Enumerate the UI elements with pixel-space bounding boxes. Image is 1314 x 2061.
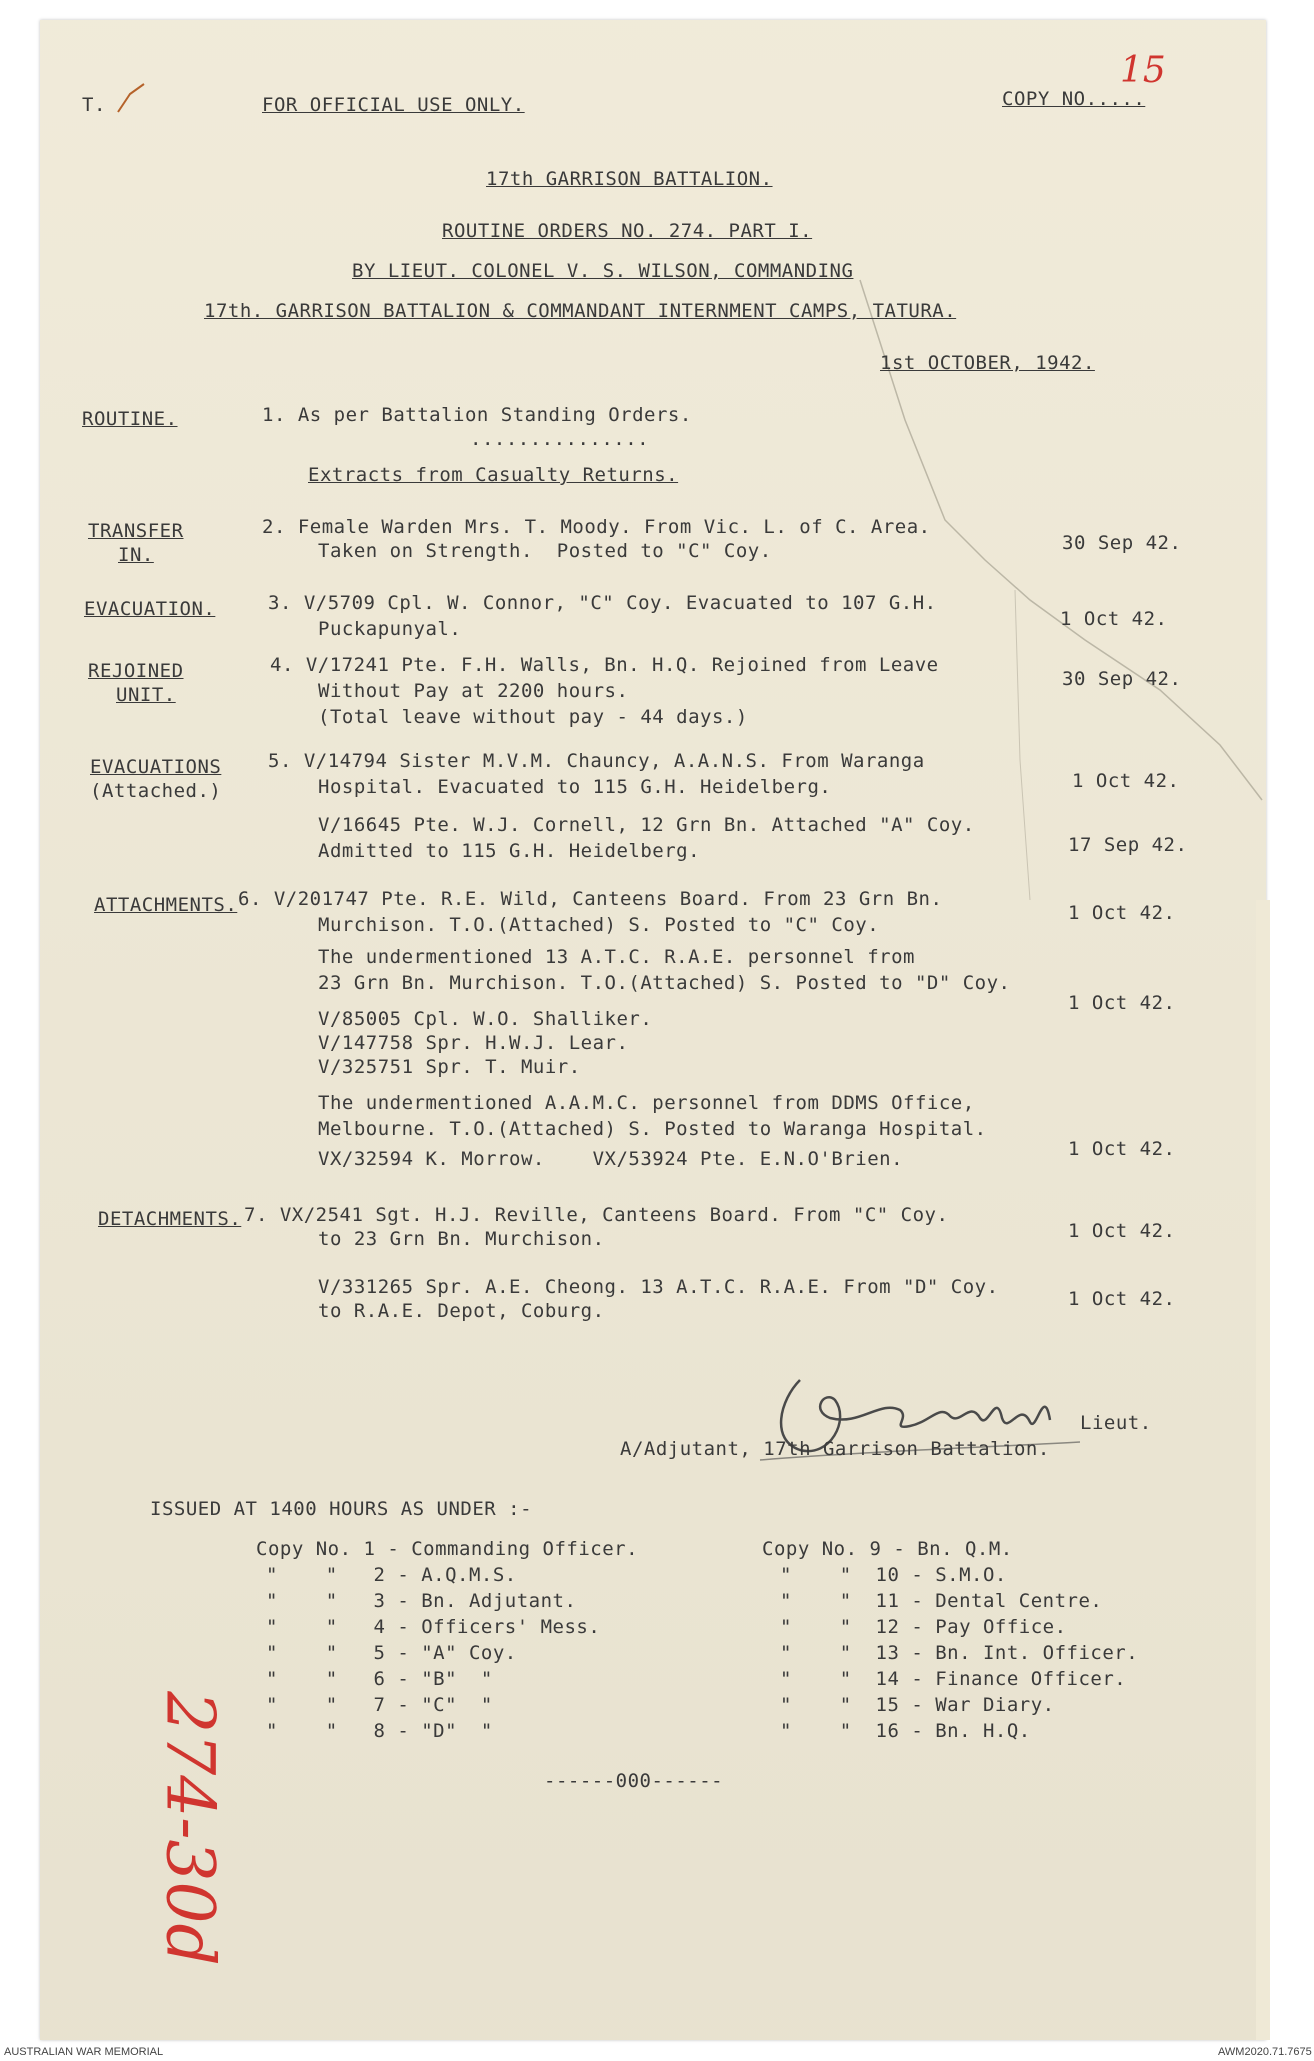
end-mark: ------000------: [544, 1770, 724, 1792]
distribution-right-5: " " 13 - Bn. Int. Officer.: [780, 1642, 1139, 1664]
distribution-left-8: " " 8 - "D" ": [266, 1720, 493, 1742]
transfer-line-1: 2. Female Warden Mrs. T. Moody. From Vic. L. of C. Area.: [262, 516, 931, 538]
rejoined-heading: REJOINED: [88, 660, 184, 682]
detachments-heading: DETACHMENTS.: [98, 1208, 242, 1230]
evacuations-line-3: V/16645 Pte. W.J. Cornell, 12 Grn Bn. Attached "A" Coy.: [318, 814, 975, 836]
attachments-line-4: 23 Grn Bn. Murchison. T.O.(Attached) S. Posted to "D" Coy.: [318, 972, 1011, 994]
evacuations-line-2: Hospital. Evacuated to 115 G.H. Heidelberg.: [318, 776, 832, 798]
routine-heading: ROUTINE.: [82, 408, 178, 430]
command-title: 17th. GARRISON BATTALION & COMMANDANT INTERNMENT CAMPS, TATURA.: [204, 300, 957, 322]
transfer-line-2: Taken on Strength. Posted to "C" Coy.: [318, 540, 772, 562]
t-mark: T.: [82, 94, 106, 116]
copy-label: COPY NO.....: [1002, 88, 1146, 110]
distribution-right-2: " " 10 - S.M.O.: [780, 1564, 1007, 1586]
official-use-notice: FOR OFFICIAL USE ONLY.: [262, 94, 525, 116]
distribution-right-3: " " 11 - Dental Centre.: [780, 1590, 1103, 1612]
extracts-heading: Extracts from Casualty Returns.: [308, 464, 679, 486]
transfer-heading: TRANSFER: [88, 520, 184, 542]
footer-reference: AWM2020.71.7675: [1218, 2046, 1312, 2058]
rejoined-line-1: 4. V/17241 Pte. F.H. Walls, Bn. H.Q. Rejoined from Leave: [270, 654, 939, 676]
transfer-date: 30 Sep 42.: [1062, 532, 1182, 554]
distribution-left-3: " " 3 - Bn. Adjutant.: [266, 1590, 577, 1612]
order-date: 1st OCTOBER, 1942.: [880, 352, 1095, 374]
routine-text: 1. As per Battalion Standing Orders.: [262, 404, 692, 426]
attachments-line-7: V/325751 Spr. T. Muir.: [318, 1056, 581, 1078]
evacuations-date-1: 1 Oct 42.: [1072, 770, 1180, 792]
distribution-left-5: " " 5 - "A" Coy.: [266, 1642, 517, 1664]
rejoined-line-2: Without Pay at 2200 hours.: [318, 680, 629, 702]
evacuation-line-1: 3. V/5709 Cpl. W. Connor, "C" Coy. Evacuated to 107 G.H.: [268, 592, 937, 614]
battalion-title: 17th GARRISON BATTALION.: [486, 168, 773, 190]
handwritten-margin-note: 274-30d: [151, 1691, 229, 1966]
rejoined-heading-2: UNIT.: [116, 684, 176, 706]
detachments-date-2: 1 Oct 42.: [1068, 1288, 1176, 1310]
commander-title: BY LIEUT. COLONEL V. S. WILSON, COMMANDING: [352, 260, 854, 282]
signature-rank: Lieut.: [1080, 1412, 1152, 1434]
attachments-date-1: 1 Oct 42.: [1068, 902, 1176, 924]
distribution-right-7: " " 15 - War Diary.: [780, 1694, 1055, 1716]
evacuations-heading: EVACUATIONS: [90, 756, 222, 778]
attachments-date-2: 1 Oct 42.: [1068, 992, 1176, 1014]
detachments-line-3: V/331265 Spr. A.E. Cheong. 13 A.T.C. R.A.E. From "D" Coy.: [318, 1276, 999, 1298]
attachments-line-3: The undermentioned 13 A.T.C. R.A.E. personnel from: [318, 946, 915, 968]
evacuations-line-1: 5. V/14794 Sister M.V.M. Chauncy, A.A.N.S. From Waranga: [268, 750, 925, 772]
distribution-left-2: " " 2 - A.Q.M.S.: [266, 1564, 517, 1586]
attachments-heading: ATTACHMENTS.: [94, 894, 238, 916]
distribution-left-6: " " 6 - "B" ": [266, 1668, 493, 1690]
footer-archive: AUSTRALIAN WAR MEMORIAL: [4, 2046, 164, 2058]
detachments-date-1: 1 Oct 42.: [1068, 1220, 1176, 1242]
detachments-line-2: to 23 Grn Bn. Murchison.: [318, 1228, 605, 1250]
attachments-line-2: Murchison. T.O.(Attached) S. Posted to "C" Coy.: [318, 914, 880, 936]
evacuations-heading-2: (Attached.): [90, 780, 222, 802]
attachments-line-6: V/147758 Spr. H.W.J. Lear.: [318, 1032, 629, 1054]
distribution-right-8: " " 16 - Bn. H.Q.: [780, 1720, 1031, 1742]
distribution-left-1: Copy No. 1 - Commanding Officer.: [256, 1538, 639, 1560]
evacuations-line-4: Admitted to 115 G.H. Heidelberg.: [318, 840, 701, 862]
attachments-line-8: The undermentioned A.A.M.C. personnel from DDMS Office,: [318, 1092, 975, 1114]
tick-mark-icon: [112, 80, 152, 120]
rejoined-line-3: (Total leave without pay - 44 days.): [318, 706, 748, 728]
detachments-line-4: to R.A.E. Depot, Coburg.: [318, 1300, 605, 1322]
distribution-left-7: " " 7 - "C" ": [266, 1694, 493, 1716]
attachments-line-5: V/85005 Cpl. W.O. Shalliker.: [318, 1008, 653, 1030]
distribution-right-6: " " 14 - Finance Officer.: [780, 1668, 1127, 1690]
issued-heading: ISSUED AT 1400 HOURS AS UNDER :-: [150, 1498, 533, 1520]
evacuation-heading: EVACUATION.: [84, 598, 216, 620]
routine-dots: ...............: [470, 428, 650, 450]
rejoined-date: 30 Sep 42.: [1062, 668, 1182, 690]
detachments-line-1: 7. VX/2541 Sgt. H.J. Reville, Canteens Board. From "C" Coy.: [244, 1204, 949, 1226]
routine-orders-title: ROUTINE ORDERS NO. 274. PART I.: [442, 220, 813, 242]
copy-number-handwritten: 15: [1120, 50, 1166, 91]
transfer-heading-2: IN.: [118, 544, 154, 566]
attachments-date-3: 1 Oct 42.: [1068, 1138, 1176, 1160]
distribution-left-4: " " 4 - Officers' Mess.: [266, 1616, 601, 1638]
attachments-line-1: 6. V/201747 Pte. R.E. Wild, Canteens Board. From 23 Grn Bn.: [238, 888, 943, 910]
signature-role: A/Adjutant, 17th Garrison Battalion.: [620, 1438, 1050, 1460]
attachments-line-10: VX/32594 K. Morrow. VX/53924 Pte. E.N.O'Brien.: [318, 1148, 904, 1170]
attachments-line-9: Melbourne. T.O.(Attached) S. Posted to Waranga Hospital.: [318, 1118, 987, 1140]
distribution-right-4: " " 12 - Pay Office.: [780, 1616, 1067, 1638]
evacuation-line-2: Puckapunyal.: [318, 618, 462, 640]
distribution-right-1: Copy No. 9 - Bn. Q.M.: [762, 1538, 1013, 1560]
evacuations-date-2: 17 Sep 42.: [1068, 834, 1188, 856]
evacuation-date: 1 Oct 42.: [1060, 608, 1168, 630]
